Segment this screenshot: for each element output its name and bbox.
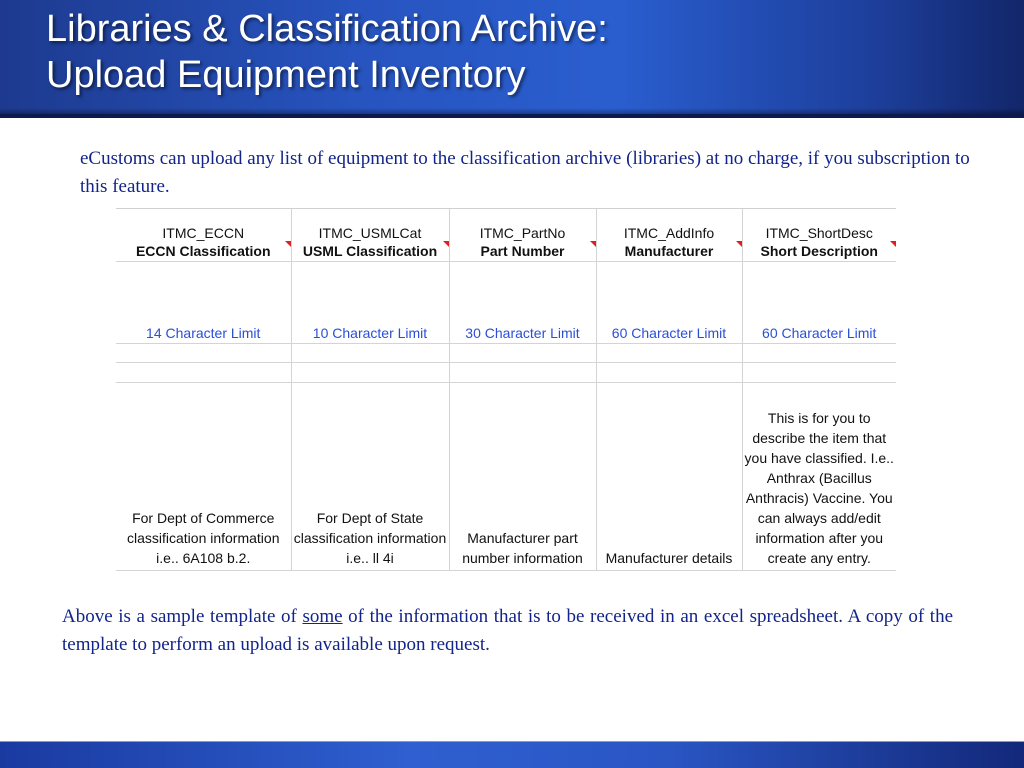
field-label-text: Manufacturer — [624, 242, 714, 259]
slide-footer-bar — [0, 741, 1024, 768]
character-limit-cell: 30 Character Limit — [449, 261, 596, 343]
comment-marker-icon — [443, 241, 449, 247]
field-label-text: Part Number — [480, 242, 565, 259]
character-limit-cell: 60 Character Limit — [596, 261, 742, 343]
title-line-1: Libraries & Classification Archive: — [46, 8, 608, 50]
description-cell: Manufacturer details — [596, 382, 742, 570]
table-row-empty — [116, 343, 896, 362]
field-label-cell — [596, 241, 742, 261]
closing-note — [62, 603, 953, 659]
note-text-end: of the information that is to be received in an excel spreadsheet. A copy of the template to perform an upload is available upon request. — [62, 606, 954, 655]
field-label-text: Short Description — [760, 242, 878, 259]
table-row-descriptions — [116, 382, 896, 570]
table-row-field-codes — [116, 219, 896, 241]
character-limit-cell: 14 Character Limit — [116, 261, 291, 343]
table-row-top-blank — [116, 209, 896, 219]
spreadsheet-template — [116, 208, 896, 571]
field-label-text: USML Classification — [302, 242, 438, 259]
table-row-character-limits — [116, 261, 896, 343]
title-line-2: Upload Equipment Inventory — [46, 54, 526, 96]
description-cell: For Dept of State classification information i.e.. ll 4i — [291, 382, 449, 570]
table-row-field-labels — [116, 241, 896, 261]
character-limit-cell: 60 Character Limit — [742, 261, 896, 343]
description-cell: For Dept of Commerce classification information i.e.. 6A108 b.2. — [116, 382, 291, 570]
note-text-start: Above is a sample template of — [62, 606, 303, 627]
comment-marker-icon — [285, 241, 291, 247]
field-code-cell: ITMC_ShortDesc — [765, 225, 873, 241]
field-code-cell: ITMC_ECCN — [116, 219, 291, 241]
note-emphasis: some — [302, 606, 343, 627]
field-label-cell — [291, 241, 449, 261]
field-code-cell: ITMC_AddInfo — [596, 219, 742, 241]
table-row-empty — [116, 362, 896, 382]
field-label-cell — [449, 241, 596, 261]
comment-marker-icon — [890, 241, 896, 247]
field-code-cell: ITMC_USMLCat — [291, 219, 449, 241]
slide-header — [0, 0, 1024, 118]
character-limit-cell: 10 Character Limit — [291, 261, 449, 343]
field-label-cell — [742, 241, 896, 261]
slide-title — [46, 6, 1006, 98]
comment-marker-icon — [736, 241, 742, 247]
field-label-text: ECCN Classification — [135, 242, 271, 259]
field-code-cell: ITMC_PartNo — [449, 219, 596, 241]
intro-paragraph: eCustoms can upload any list of equipment to the classification archive (libraries) at no charge, if you subscription to this feature. — [80, 148, 970, 197]
description-cell: This is for you to describe the item that you have classified. I.e.. Anthrax (Bacillus Anthracis) Vaccine. You can always add/edit information after you create any entry. — [742, 382, 896, 570]
description-cell: Manufacturer part number information — [449, 382, 596, 570]
field-label-cell — [116, 241, 291, 261]
comment-marker-icon — [590, 241, 596, 247]
template-table — [116, 209, 896, 571]
